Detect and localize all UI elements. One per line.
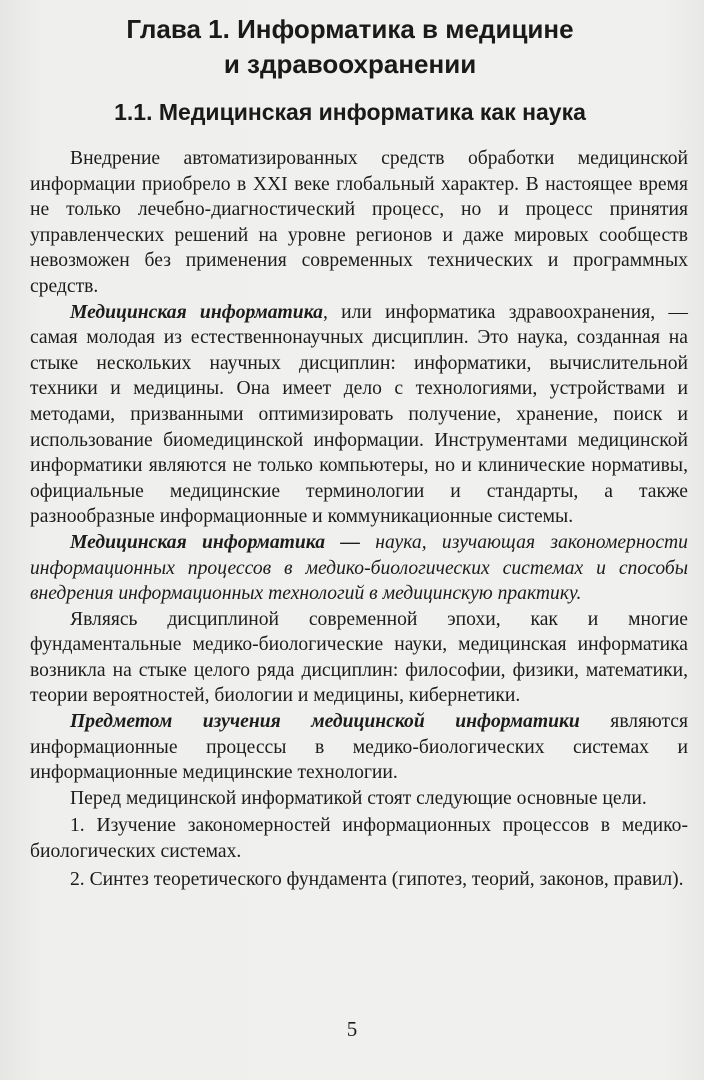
body-text [30, 146, 688, 892]
definition-text: наука, изучающая закономерности информационных процессов в медико-биологических системах и способы внедрения информационных технологий в медицинскую практику. [30, 531, 688, 605]
list-item-1: 1. Изучение закономерностей информационных процессов в медико-биологических системах. [30, 815, 688, 863]
paragraph-1: Внедрение автоматизированных средств обработки медицинской информации приобрело в XXI веке глобальный характер. В настоящее время не только лечебно-диагностический процесс, но и процесс принятия управленческих решений на уровне регионов и даже мировых сообществ невозможен без применения современных технических и программных средств. [30, 148, 688, 297]
paragraph-5 [30, 709, 688, 786]
paragraph-4: Являясь дисциплиной современной эпохи, как и многие фундаментальные медико-биологические науки, медицинская информатика возникла на стыке целого ряда дисциплин: философии, физики, математики, теории вероятностей, биологии и медицины, кибернетики. [30, 608, 688, 707]
chapter-title-line-1: Глава 1. Информатика в медицине [126, 14, 574, 44]
definition-paragraph [30, 530, 688, 607]
chapter-title [30, 12, 670, 82]
paragraph-5-text: являются информационные процессы в медико-биологических системах и информационные медицинские технологии. [30, 711, 688, 784]
definition-term: Медицинская информатика — [70, 531, 360, 553]
paragraph-2 [30, 300, 688, 530]
subject-term: Предметом изучения медицинской информатики [70, 711, 580, 733]
term-medical-informatics: Медицинская информатика [70, 301, 323, 323]
chapter-title-line-2: и здравоохранении [223, 49, 477, 79]
section-title: 1.1. Медицинская информатика как наука [114, 99, 586, 125]
list-item-2: 2. Синтез теоретического фундамента (гипотез, теорий, законов, правил). [70, 868, 684, 890]
paragraph-6: Перед медицинской информатикой стоят следующие основные цели. [70, 787, 647, 809]
page-number: 5 [346, 1017, 358, 1041]
paragraph-2-text: , или информатика здравоохранения, — самая молодая из естественнонаучных дисциплин. Это наука, созданная на стыке нескольких научных дисциплин: информатики, вычислительной техники и медицины. Она имеет дело с технологиями, устройствами и методами, призванными оптимизировать получение, хранение, поиск и использование биомедицинской информации. Инструментами медицинской информатики являются не только компьютеры, но и клинические нормативы, официальные медицинские терминологии и стандарты, а также разнообразные информационные и коммуникационные системы. [30, 301, 688, 528]
